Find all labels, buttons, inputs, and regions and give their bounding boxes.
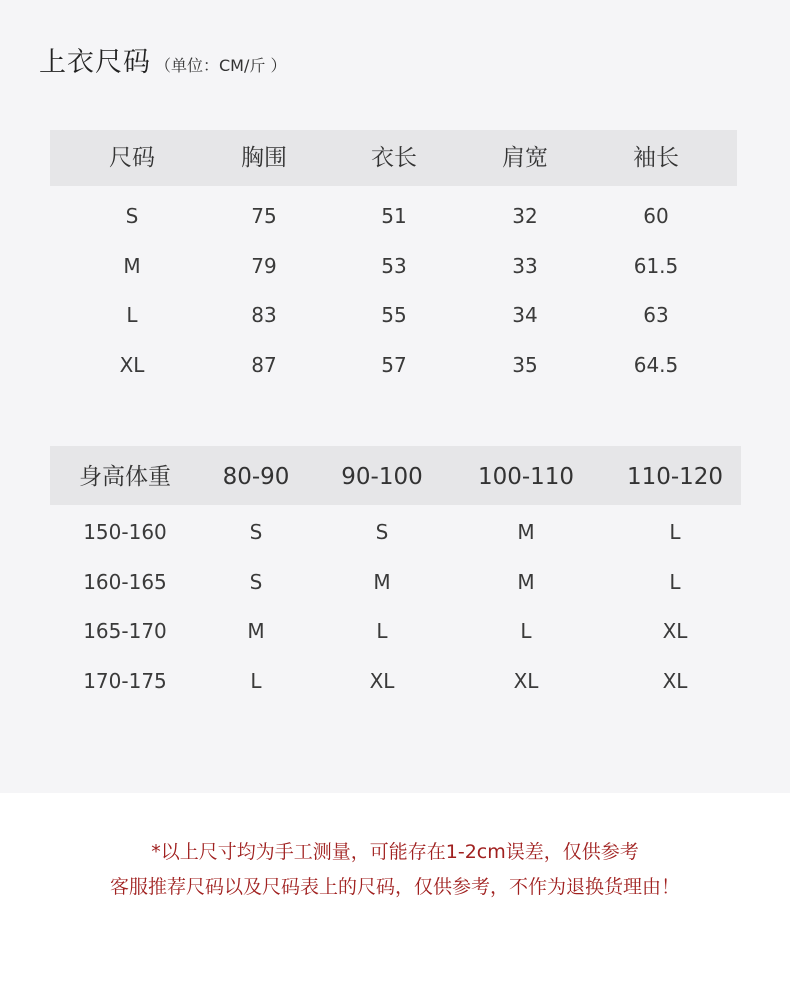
disclaimer-line-recommendation: 客服推荐尺码以及尺码表上的尺码，仅供参考，不作为退换货理由！ <box>109 876 680 898</box>
table-cell: 75 <box>251 204 277 228</box>
table-cell: 51 <box>381 204 407 228</box>
table-body <box>50 186 737 390</box>
table-row <box>50 242 737 292</box>
table-cell: XL <box>662 619 688 643</box>
table-cell: 34 <box>512 303 538 327</box>
table-row <box>50 192 737 242</box>
disclaimer-notes <box>0 835 790 905</box>
table-cell: 55 <box>381 303 407 327</box>
table-cell: XL <box>119 352 145 377</box>
table-cell: 35 <box>512 352 538 377</box>
table-row <box>50 558 741 608</box>
page-title-text: 上衣尺码 <box>39 47 151 78</box>
table-cell: 79 <box>251 253 277 278</box>
table-cell: 61.5 <box>633 253 679 278</box>
table-row <box>50 341 737 391</box>
header-shoulder: 肩宽 <box>502 145 548 171</box>
header-length: 衣长 <box>371 145 417 171</box>
table-cell: XL <box>369 668 395 693</box>
table-cell: 150-160 <box>83 520 167 544</box>
table-body <box>50 505 741 706</box>
table-cell: L <box>250 668 262 693</box>
table-cell: M <box>373 569 391 594</box>
header-weight-range: 110-120 <box>626 464 724 490</box>
table-cell: 165-170 <box>83 619 167 643</box>
header-weight-range: 80-90 <box>222 464 290 490</box>
height-weight-table <box>50 446 741 706</box>
page-title <box>39 40 286 79</box>
table-cell: 170-175 <box>83 668 167 693</box>
header-weight-range: 100-110 <box>477 464 575 490</box>
table-cell: L <box>669 520 681 544</box>
table-row <box>50 607 741 657</box>
table-header <box>50 446 741 505</box>
table-cell: L <box>520 619 532 643</box>
table-cell: 63 <box>643 303 669 327</box>
table-cell: S <box>249 520 263 544</box>
table-cell: L <box>376 619 388 643</box>
header-chest: 胸围 <box>241 145 287 171</box>
table-row <box>50 291 737 341</box>
table-cell: 83 <box>251 303 277 327</box>
table-cell: XL <box>513 668 539 693</box>
table-cell: 87 <box>251 352 277 377</box>
header-size: 尺码 <box>109 145 155 171</box>
table-cell: 53 <box>381 253 407 278</box>
table-cell: 33 <box>512 253 538 278</box>
header-height-weight: 身高体重 <box>79 464 171 490</box>
table-cell: S <box>249 569 263 594</box>
table-cell: M <box>517 569 535 594</box>
page-title-unit: （单位：CM/斤 ） <box>155 56 287 75</box>
table-cell: S <box>375 520 389 544</box>
header-sleeve: 袖长 <box>633 145 679 171</box>
table-cell: 32 <box>512 204 538 228</box>
table-cell: S <box>125 204 139 228</box>
table-cell: 60 <box>643 204 669 228</box>
disclaimer-line-measurement: *以上尺寸均为手工测量，可能存在1-2cm误差，仅供参考 <box>151 841 639 863</box>
table-row <box>50 657 741 707</box>
table-cell: XL <box>662 668 688 693</box>
table-cell: 64.5 <box>633 352 679 377</box>
table-cell: M <box>247 619 265 643</box>
table-cell: 160-165 <box>83 569 167 594</box>
table-row <box>50 508 741 558</box>
table-cell: M <box>123 253 141 278</box>
table-cell: L <box>669 569 681 594</box>
table-header <box>50 130 737 186</box>
size-measurement-table <box>50 130 737 390</box>
table-cell: M <box>517 520 535 544</box>
header-weight-range: 90-100 <box>341 464 423 490</box>
table-cell: 57 <box>381 352 407 377</box>
table-cell: L <box>126 303 138 327</box>
